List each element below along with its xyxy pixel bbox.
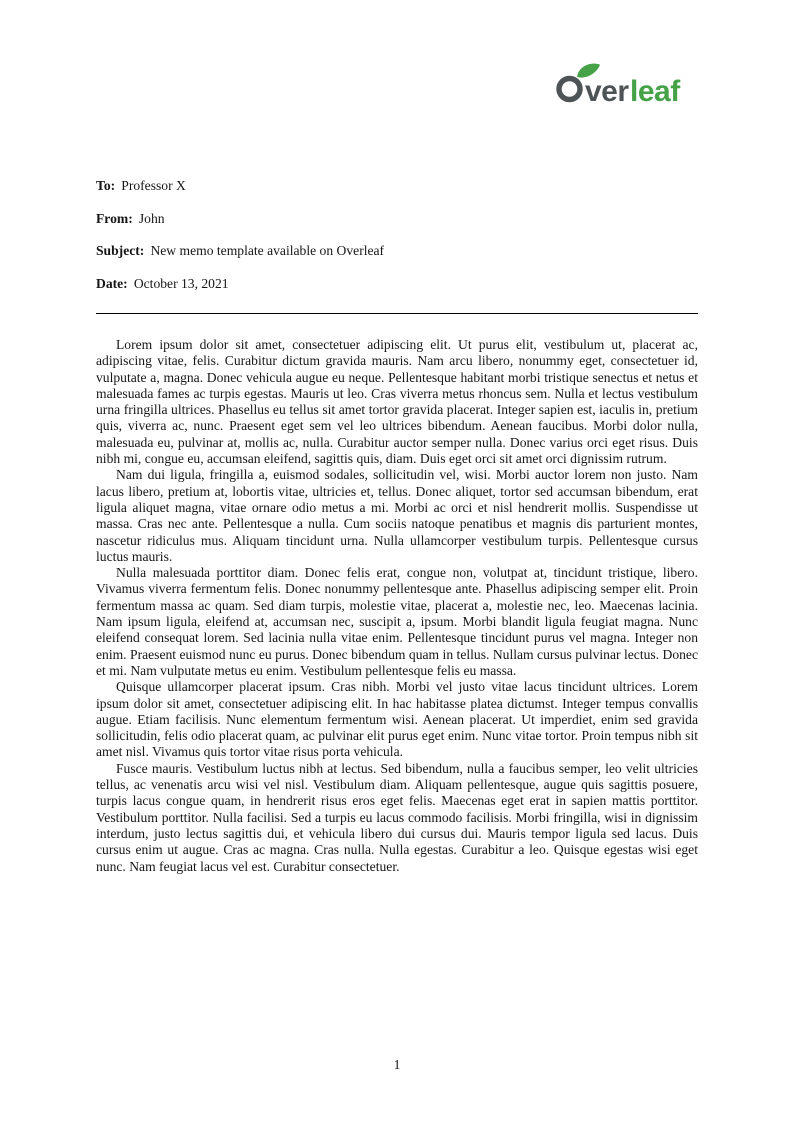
memo-body [96, 337, 698, 875]
memo-header [96, 178, 698, 308]
divider-rule [96, 313, 698, 314]
memo-field-date [96, 276, 698, 292]
to-label: To: [96, 178, 116, 193]
to-value: Professor X [121, 178, 186, 193]
memo-paragraph-4: Quisque ullamcorper placerat ipsum. Cras nibh. Morbi vel justo vitae lacus tincidunt ultrices. Lorem ipsum dolor sit amet, consectetuer adipiscing elit. In hac habitasse platea dictumst. Integer tempus convallis augue. Etiam facilisis. Nunc elementum fermentum wisi. Aenean placerat. Ut imperdiet, enim sed gravida sollicitudin, felis odio placerat quam, ac pulvinar elit purus eget enim. Nunc vitae tortor. Proin tempus nibh sit amet nisl. Vivamus quis tortor vitae risus porta vehicula. [96, 679, 698, 760]
subject-value: New memo template available on Overleaf [150, 243, 385, 258]
subject-label: Subject: [96, 243, 145, 258]
memo-field-subject [96, 243, 698, 259]
page-number: 1 [393, 1057, 401, 1072]
overleaf-logo [554, 60, 706, 106]
memo-paragraph-3: Nulla malesuada porttitor diam. Donec felis erat, congue non, volutpat at, tincidunt tristique, libero. Vivamus viverra fermentum felis. Donec nonummy pellentesque ante. Phasellus adipiscing semper elit. Proin fermentum massa ac quam. Sed diam turpis, molestie vitae, placerat a, molestie nec, leo. Maecenas lacinia. Nam ipsum ligula, eleifend at, accumsan nec, suscipit a, ipsum. Morbi blandit ligula feugiat magna. Nunc eleifend consequat lorem. Sed lacinia nulla vitae enim. Pellentesque tincidunt purus vel magna. Integer non enim. Praesent euismod nunc eu purus. Donec bibendum quam in tellus. Nullam cursus pulvinar lectus. Donec et mi. Nam vulputate metus eu enim. Vestibulum pellentesque felis eu massa. [96, 565, 698, 678]
overleaf-wordmark [554, 60, 706, 106]
memo-field-to [96, 178, 698, 194]
memo-paragraph-2: Nam dui ligula, fringilla a, euismod sodales, sollicitudin vel, wisi. Morbi auctor lorem non justo. Nam lacus libero, pretium at, lobortis vitae, ultricies et, tellus. Donec aliquet, tortor sed accumsan bibendum, erat ligula aliquet magna, vitae ornare odio metus a mi. Morbi ac orci et nisl hendrerit mollis. Suspendisse ut massa. Cras nec ante. Pellentesque a nulla. Cum sociis natoque penatibus et magnis dis parturient montes, nascetur ridiculus mus. Aliquam tincidunt urna. Nulla ullamcorper vestibulum turpis. Pellentesque cursus luctus mauris. [96, 467, 698, 564]
memo-paragraph-1: Lorem ipsum dolor sit amet, consectetuer adipiscing elit. Ut purus elit, vestibulum ut, placerat ac, adipiscing vitae, felis. Curabitur dictum gravida mauris. Nam arcu libero, nonummy eget, consectetuer id, vulputate a, magna. Donec vehicula augue eu neque. Pellentesque habitant morbi tristique senectus et netus et malesuada fames ac turpis egestas. Mauris ut leo. Cras viverra metus rhoncus sem. Nulla et lectus vestibulum urna fringilla ultrices. Phasellus eu tellus sit amet tortor gravida placerat. Integer sapien est, iaculis in, pretium quis, viverra ac, nunc. Praesent eget sem vel leo ultrices bibendum. Aenean faucibus. Morbi dolor nulla, malesuada eu, pulvinar at, mollis ac, nulla. Curabitur auctor semper nulla. Donec varius orci eget risus. Duis nibh mi, congue eu, accumsan eleifend, sagittis quis, diam. Duis eget orci sit amet orci dignissim rutrum. [96, 337, 698, 467]
from-label: From: [96, 210, 133, 226]
date-label: Date: [96, 275, 128, 291]
logo-text-leaf: leaf [630, 75, 680, 106]
memo-paragraph-5: Fusce mauris. Vestibulum luctus nibh at lectus. Sed bibendum, nulla a faucibus semper, leo velit ultricies tellus, ac venenatis arcu wisi vel nisl. Vestibulum diam. Aliquam pellentesque, augue quis sagittis posuere, turpis lacus congue quam, in hendrerit risus eros eget felis. Maecenas eget erat in sapien mattis porttitor. Vestibulum porttitor. Nulla facilisi. Sed a turpis eu lacus commodo facilisis. Morbi fringilla, wisi in dignissim interdum, justo lectus sagittis dui, et vehicula libero dui cursus dui. Mauris tempor ligula sed lacus. Duis cursus enim ut augue. Cras ac magna. Cras nulla. Nulla egestas. Curabitur a leo. Quisque egestas wisi eget nunc. Nam feugiat lacus vel est. Curabitur consectetuer. [96, 760, 698, 874]
overleaf-o-icon [559, 79, 580, 100]
page-footer [0, 1057, 794, 1073]
logo-text-ver: ver [585, 75, 629, 106]
from-value: John [138, 210, 165, 226]
memo-field-from [96, 211, 698, 227]
date-value: October 13, 2021 [133, 275, 229, 291]
